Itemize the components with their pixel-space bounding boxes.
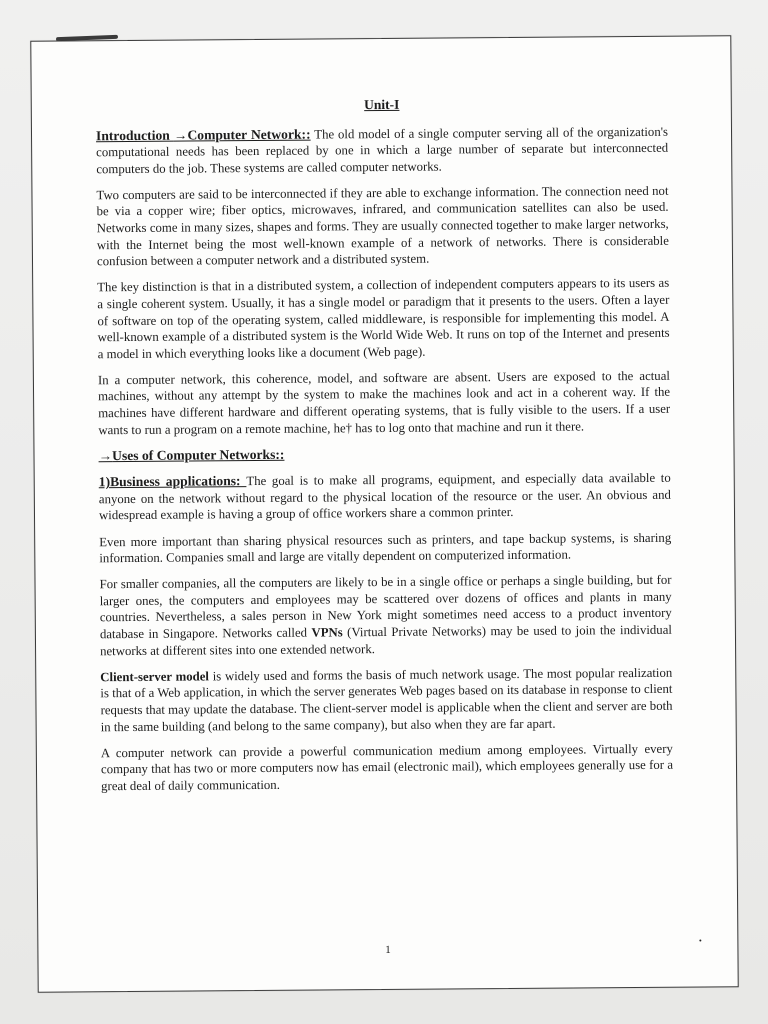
paragraph-smaller-companies: [99, 572, 672, 659]
vpns-term: VPNs: [311, 625, 343, 640]
intro-text: The old model of a single computer serving all of the organization's computational needs has been replaced by one in which a large number of separate but interconnected computers do the job. These systems are called computer networks.: [96, 124, 669, 177]
document-body: [96, 95, 674, 804]
intro-paragraph: [96, 123, 668, 177]
document-page: [30, 35, 738, 992]
intro-heading-link: Computer Network::: [187, 126, 311, 143]
uses-heading-text: Uses of Computer Networks::: [112, 446, 285, 463]
intro-heading: [96, 126, 311, 143]
page-number: 1: [385, 943, 391, 957]
scan-speck: [699, 940, 701, 942]
paragraph-client-server: [100, 664, 673, 735]
client-server-term: Client-server model: [100, 669, 210, 684]
smaller-companies-text: For smaller companies, all the computers are likely to be in a single office or perhaps a single building, but for larger ones, the computers and employees may be scattered over dozens of offices and plants in many countries. Nevertheless, a sales person in New York might sometimes need access to a product inventory database in Singapore. Networks called: [99, 572, 672, 642]
smaller-companies-text-end: (Virtual Private Networks) may be used to join the individual networks at different sites into one extended network.: [100, 622, 672, 658]
business-applications-paragraph: [99, 470, 671, 524]
uses-heading: [98, 443, 670, 464]
arrow-icon: →: [98, 447, 113, 463]
paragraph-communication: A computer network can provide a powerful communication medium among employees. Virtually every company that has two or more computers now has email (electronic mail), which employees generally use for a great deal of daily communication.: [100, 741, 674, 794]
paragraph-interconnected: Two computers are said to be interconnected if they are able to exchange information. The connection need not be via a copper wire; fiber optics, microwaves, infrared, and communication satellites can also be used. Networks come in many sizes, shapes and forms. They are usually connected together to make larger networks, with the Internet being the most well-known example of a network of networks. There is considerable confusion between a computer network and a distributed system.: [96, 183, 669, 269]
client-server-text: is widely used and forms the basis of much network usage. The most popular realization is that of a Web application, in which the server generates Web pages based on its database in response to client requests that may update the database. The client-server model is applicable when the client and server are both in the same building (and belong to the same company), but also when they are far apart.: [100, 665, 673, 734]
arrow-icon: →: [173, 127, 188, 143]
unit-title: Unit-I: [364, 96, 400, 113]
business-applications-text: The goal is to make all programs, equipment, and especially data available to anyone on the network without regard to the physical location of the resource or the user. An obvious and widespread example is having a group of office workers share a common printer.: [98, 471, 671, 523]
paragraph-sharing-information: Even more important than sharing physical resources such as printers, and tape backup systems, is sharing information. Companies small and large are vitally dependent on computerized information.: [99, 530, 672, 566]
paragraph-distributed-system: The key distinction is that in a distributed system, a collection of independent computers appears to its users as a single coherent system. Usually, it has a single model or paradigm that it presents to the users. Often a layer of software on top of the operating system, called middleware, is responsible for implementing this model. A well-known example of a distributed system is the World Wide Web. It runs on top of the Internet and presents a model in which everything looks like a document (Web page).: [97, 276, 670, 361]
intro-heading-prefix: Introduction: [95, 127, 174, 143]
business-applications-heading: 1)Business applications:: [98, 473, 247, 490]
paragraph-network-coherence: In a computer network, this coherence, model, and software are absent. Users are exposed to the actual machines, without any attempt by the system to make the machines look and act in a coherent way. If the machines have different hardware and different operating systems, that is fully visible to the users. If a user wants to run a program on a remote machine, he† has to log onto that machine and run it there.: [97, 368, 671, 437]
